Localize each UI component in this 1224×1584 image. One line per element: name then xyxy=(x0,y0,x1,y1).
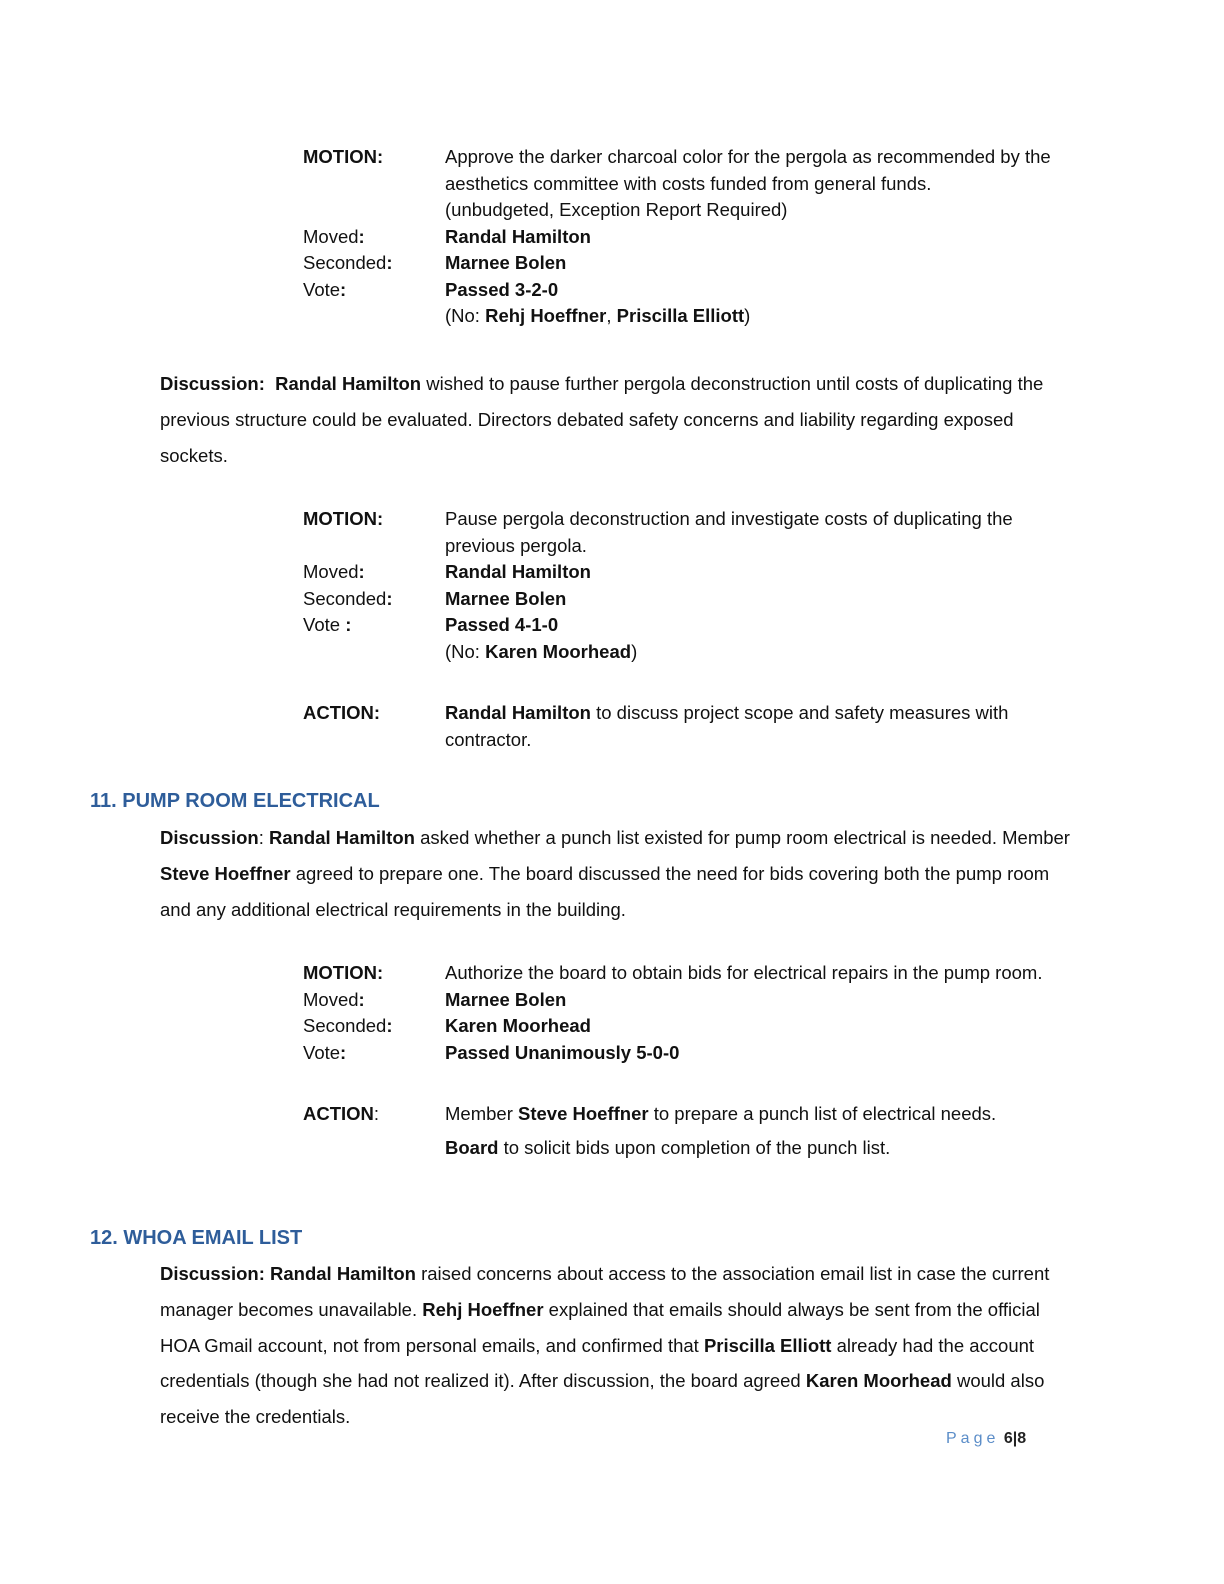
seconded-row xyxy=(303,586,1083,613)
motion-block-pump-room xyxy=(303,960,1083,1161)
discussion-pergola-pause xyxy=(160,366,1080,473)
vote-label: Vote : xyxy=(303,614,352,635)
action-label: ACTION: xyxy=(303,702,381,723)
vote-value: Passed Unanimously 5-0-0 xyxy=(445,1041,680,1063)
vote-value: Passed 3-2-0 (No: Rehj Hoeffner, Priscilla Elliott) xyxy=(445,278,751,326)
seconded-value: Marnee Bolen xyxy=(445,587,567,609)
page-number: 6|8 xyxy=(1003,1430,1027,1447)
moved-row xyxy=(303,224,1083,251)
action-label: ACTION: xyxy=(303,1103,380,1124)
seconded-row xyxy=(303,250,1083,277)
moved-label: Moved: xyxy=(303,225,365,247)
seconded-row xyxy=(303,1013,1083,1040)
seconded-label: Seconded: xyxy=(303,252,393,273)
vote-row xyxy=(303,1040,1083,1067)
motion-block-pergola-color xyxy=(303,144,1083,330)
moved-value: Marnee Bolen xyxy=(445,988,567,1010)
motion-text-main: Approve the darker charcoal color for the pergola as recommended by the aesthetics committee with costs funded from general funds. xyxy=(445,146,1051,194)
motion-row xyxy=(303,960,1083,987)
discussion-label: Discussion xyxy=(160,827,259,848)
moved-label: Moved: xyxy=(303,988,365,1010)
seconded-value: Karen Moorhead xyxy=(445,1015,591,1036)
action-row xyxy=(303,700,1083,753)
vote-label: Vote: xyxy=(303,278,347,300)
vote-row xyxy=(303,277,1083,330)
page-footer xyxy=(946,1430,1026,1448)
section-heading-11: 11. PUMP ROOM ELECTRICAL xyxy=(90,790,380,812)
action-row xyxy=(303,1101,1083,1161)
discussion-email-list: Discussion: Randal Hamilton raised concerns about access to the association email list in case the current manager becomes unavailable. Rehj Hoeffner explained that emails should always be sent from the official HOA Gmail account, not from personal emails, and confirmed that Priscilla Elliott already had the account credentials (though she had not realized it). After discussion, the board agreed Karen Moorhead would also receive the credentials. xyxy=(160,1263,1050,1428)
seconded-label: Seconded: xyxy=(303,1015,393,1036)
vote-row xyxy=(303,612,1083,665)
action-item: Board to solicit bids upon completion of the punch list. xyxy=(445,1136,891,1158)
discussion-label: Discussion: xyxy=(160,1263,265,1284)
vote-no-list: (No: Rehj Hoeffner, Priscilla Elliott) xyxy=(445,305,751,326)
page-word: Page xyxy=(946,1430,1000,1447)
motion-text-note: (unbudgeted, Exception Report Required) xyxy=(445,199,788,220)
motion-text: Pause pergola deconstruction and investigate costs of duplicating the previous pergola. xyxy=(445,508,1013,556)
seconded-value: Marnee Bolen xyxy=(445,252,567,273)
motion-block-pergola-pause xyxy=(303,506,1083,753)
motion-text xyxy=(445,144,1083,224)
discussion-name: Randal Hamilton xyxy=(275,373,422,394)
moved-label: Moved: xyxy=(303,561,365,582)
moved-value: Randal Hamilton xyxy=(445,225,591,247)
discussion-text: wished to pause further pergola deconstruction until costs of duplicating the previous structure could be evaluated. Directors debated safety concerns and liability regarding exposed sockets. xyxy=(160,373,1044,466)
moved-row xyxy=(303,987,1083,1014)
seconded-label: Seconded: xyxy=(303,587,393,609)
vote-no-list: (No: Karen Moorhead) xyxy=(445,640,638,662)
motion-row xyxy=(303,506,1083,559)
motion-text: Authorize the board to obtain bids for electrical repairs in the pump room. xyxy=(445,962,1043,983)
motion-label: MOTION: xyxy=(303,508,384,529)
action-text xyxy=(445,1101,1083,1161)
moved-row xyxy=(303,559,1083,586)
action-text: Randal Hamilton to discuss project scope and safety measures with contractor. xyxy=(445,702,1009,750)
discussion-pump-room: Discussion: Randal Hamilton asked whether a punch list existed for pump room electrical is needed. Member Steve Hoeffner agreed to prepare one. The board discussed the need for bids covering both the pump room and any additional electrical requirements in the building. xyxy=(160,827,1070,920)
motion-row xyxy=(303,144,1083,224)
section-heading-12: 12. WHOA EMAIL LIST xyxy=(90,1227,303,1249)
discussion-label: Discussion: xyxy=(160,373,265,394)
motion-label: MOTION: xyxy=(303,962,384,983)
vote-value: Passed 4-1-0 (No: Karen Moorhead) xyxy=(445,614,638,662)
motion-label: MOTION: xyxy=(303,146,384,167)
moved-value: Randal Hamilton xyxy=(445,561,591,582)
action-item: Member Steve Hoeffner to prepare a punch list of electrical needs. xyxy=(445,1103,997,1124)
vote-label: Vote: xyxy=(303,1041,347,1063)
